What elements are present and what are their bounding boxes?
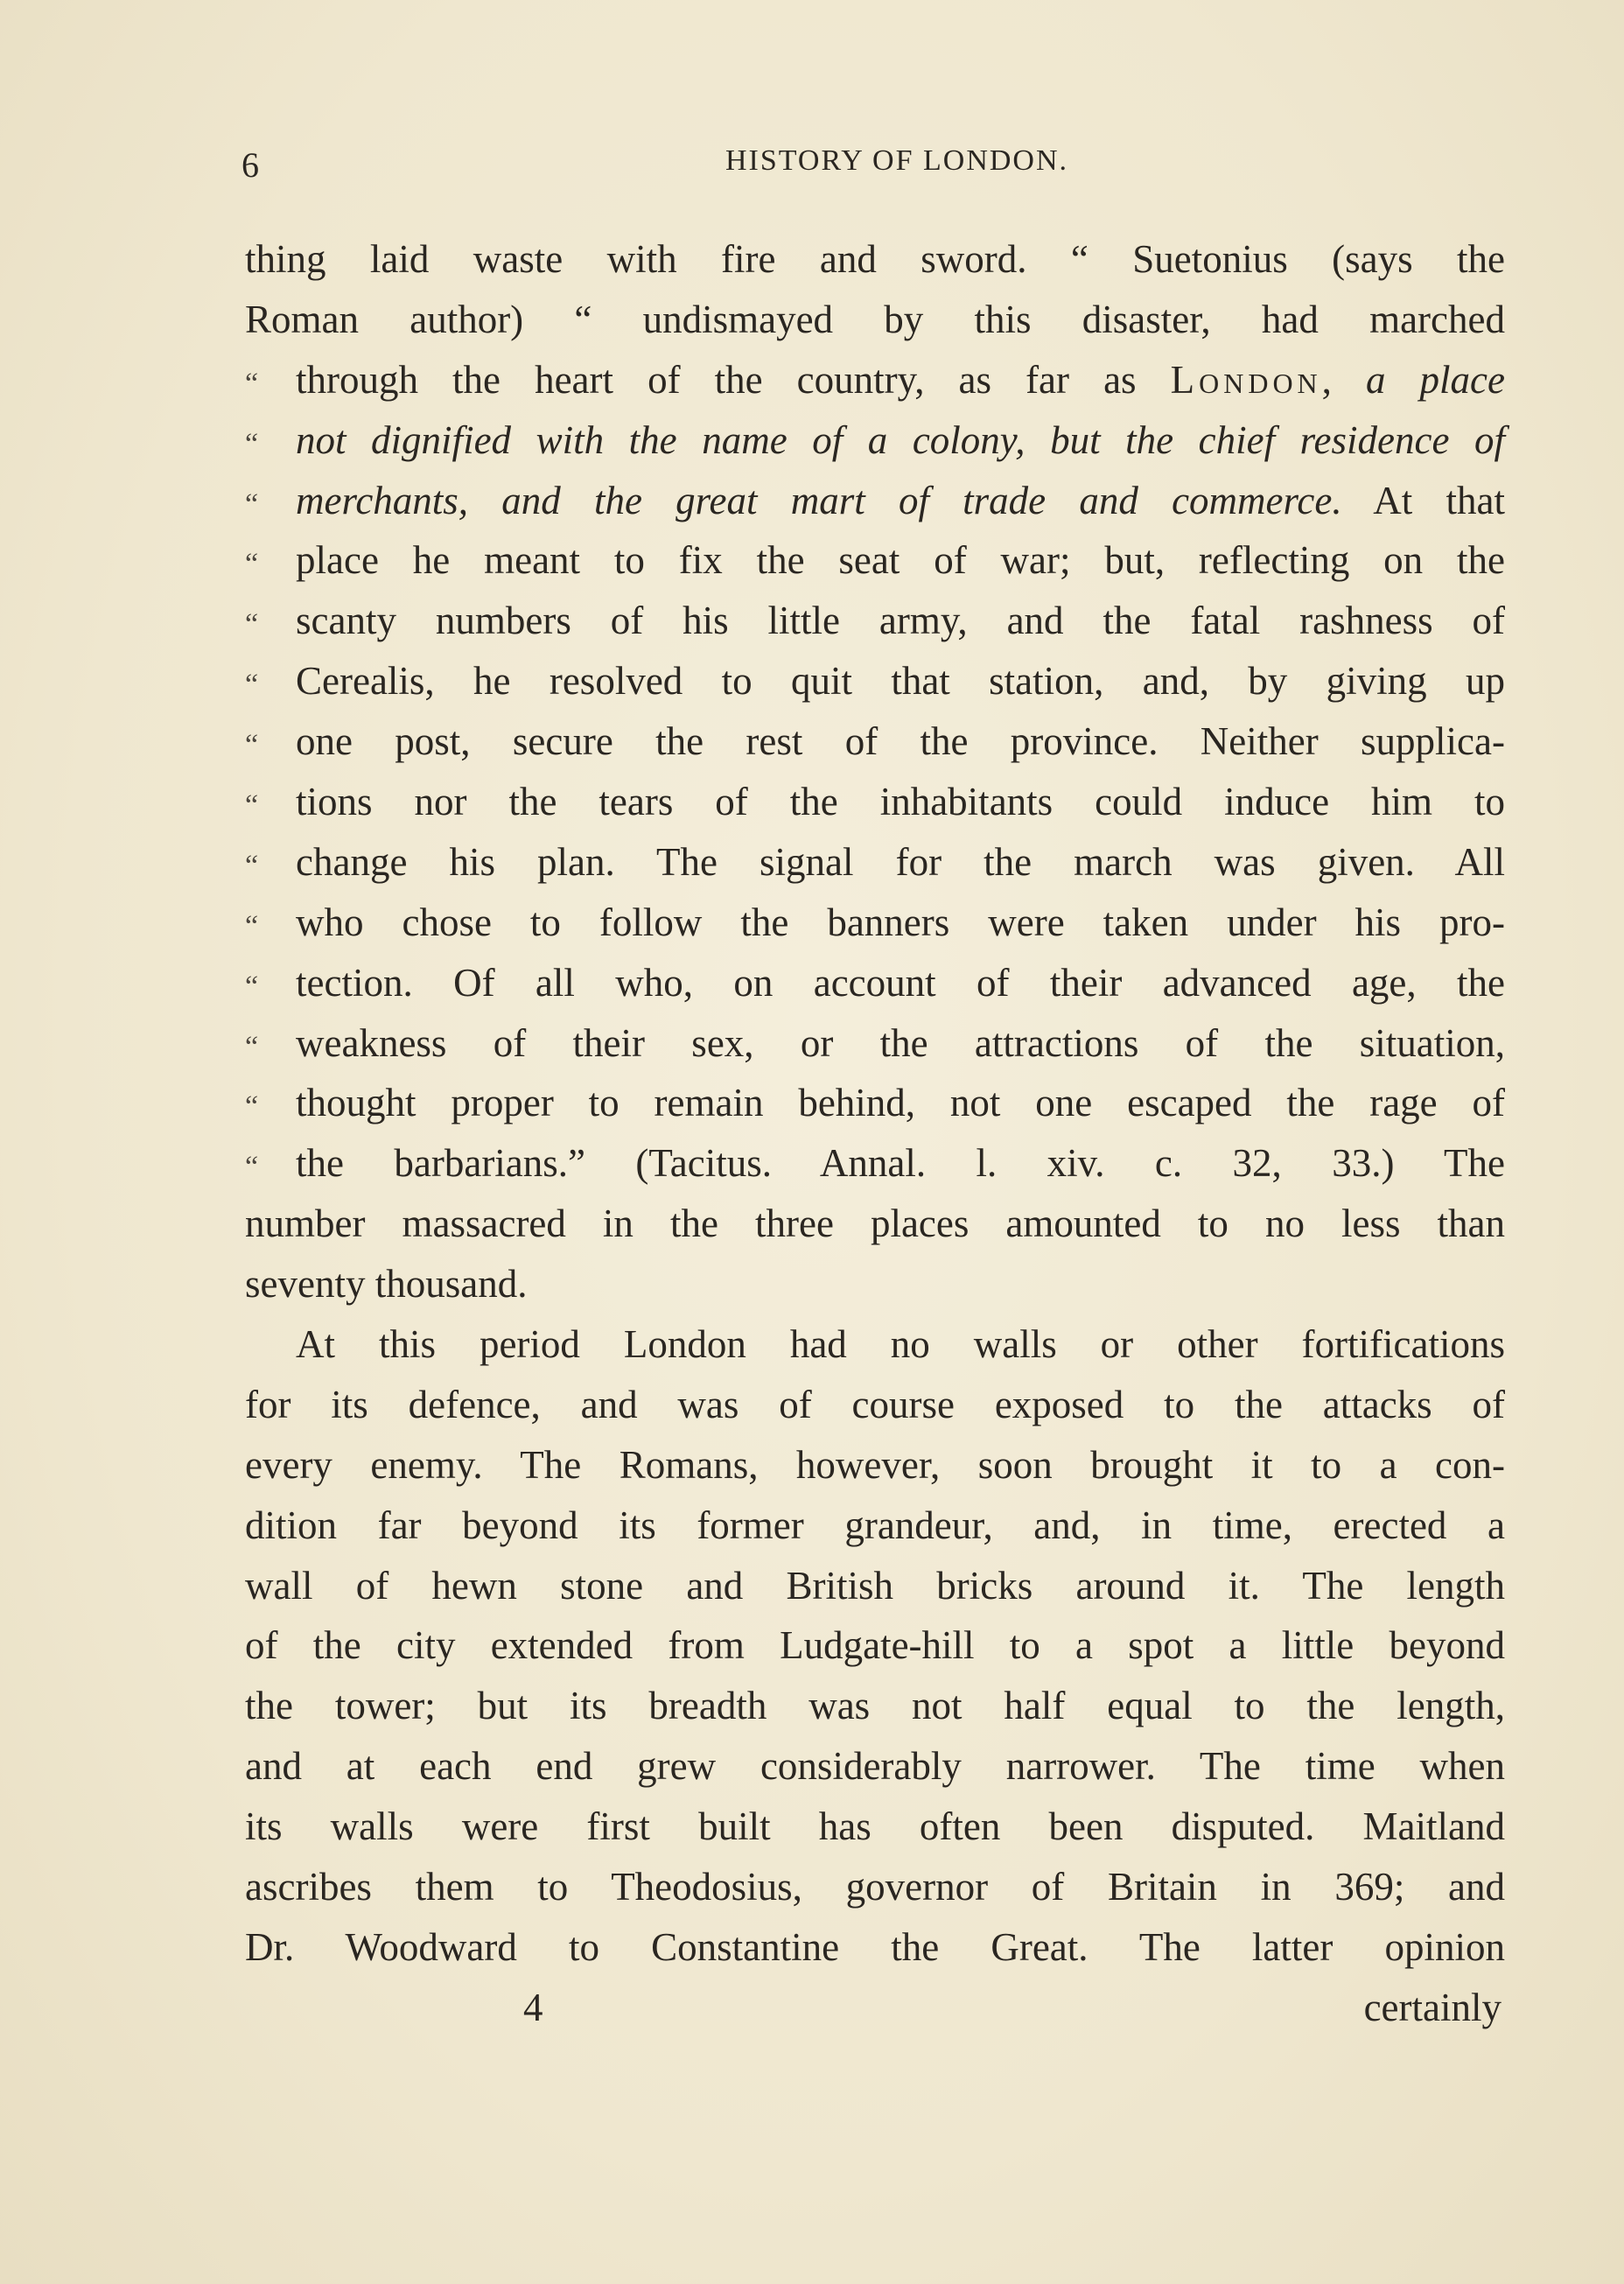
line-text: tection. Of all who, on account of their advanced age, the xyxy=(296,960,1505,1005)
line-text: who chose to follow the banners were taken under his pro- xyxy=(296,900,1505,944)
line-text: number massacred in the three places amounted to no less than xyxy=(245,1202,1505,1246)
signature-mark: 4 xyxy=(523,1986,543,2029)
quote-mark: “ xyxy=(245,909,259,942)
running-head: HISTORY OF LONDON. xyxy=(724,144,1069,177)
quote-mark: “ xyxy=(245,970,259,1003)
line-text: weakness of their sex, or the attractions of the situation, xyxy=(296,1020,1505,1065)
line-text: every enemy. The Romans, however, soon brought it to a con- xyxy=(245,1442,1505,1487)
text-line xyxy=(245,772,1505,832)
line-text: place he meant to fix the seat of war; but, reflecting on the xyxy=(296,538,1505,583)
text-line xyxy=(245,1496,1505,1556)
line-text: Roman author) “ undismayed by this disaster, had marched xyxy=(245,297,1505,341)
text-line xyxy=(245,229,1505,290)
quote-mark: “ xyxy=(245,849,259,882)
text-segment: London xyxy=(1170,357,1322,402)
page-footer xyxy=(245,1985,1505,2046)
quote-mark: “ xyxy=(245,669,259,702)
quote-mark: “ xyxy=(245,367,259,400)
quote-mark: “ xyxy=(245,608,259,641)
text-line xyxy=(245,1676,1505,1736)
catchword: certainly xyxy=(1363,1986,1502,2029)
line-text: scanty numbers of his little army, and the fatal rashness of xyxy=(296,599,1505,643)
text-segment: a place xyxy=(1365,357,1505,402)
text-line xyxy=(245,1375,1505,1435)
text-line xyxy=(245,651,1505,711)
text-line xyxy=(245,1917,1505,1978)
line-text: thought proper to remain behind, not one escaped the rage of xyxy=(296,1081,1505,1125)
line-text: one post, secure the rest of the province. Neither supplica- xyxy=(296,719,1505,764)
line-text: the tower; but its breadth was not half equal to the length, xyxy=(245,1684,1505,1728)
text-segment: through the heart of the country, as far as xyxy=(296,357,1171,402)
text-line xyxy=(245,1736,1505,1797)
text-line xyxy=(245,893,1505,953)
body-text xyxy=(245,229,1505,1978)
text-line xyxy=(245,530,1505,591)
page-header xyxy=(236,144,1522,197)
line-text: its walls were first built has often been disputed. Maitland xyxy=(245,1804,1505,1849)
text-line xyxy=(245,1615,1505,1676)
line-text: Dr. Woodward to Constantine the Great. The latter opinion xyxy=(245,1924,1505,1969)
line-text: thing laid waste with fire and sword. “ Suetonius (says the xyxy=(245,237,1505,281)
quote-mark: “ xyxy=(245,427,259,460)
quote-mark: “ xyxy=(245,729,259,762)
line-text: seventy thousand. xyxy=(245,1262,528,1307)
quote-mark: “ xyxy=(245,1090,259,1124)
text-line xyxy=(245,711,1505,772)
line-text: At this period London had no walls or other fortifications xyxy=(296,1322,1505,1367)
text-line xyxy=(245,290,1505,350)
text-line xyxy=(245,1556,1505,1616)
line-text xyxy=(296,350,1505,410)
text-line xyxy=(245,350,1505,410)
text-line xyxy=(245,410,1505,471)
text-line xyxy=(245,1435,1505,1496)
line-text: and at each end grew considerably narrower. The time when xyxy=(245,1744,1505,1789)
text-line xyxy=(245,953,1505,1013)
text-line xyxy=(245,1254,1505,1314)
page-number: 6 xyxy=(242,145,259,185)
text-line xyxy=(245,1133,1505,1194)
line-text: of the city extended from Ludgate-hill to a spot a little beyond xyxy=(245,1623,1505,1668)
text-line xyxy=(245,1194,1505,1254)
line-text: dition far beyond its former grandeur, and, in time, erected a xyxy=(245,1503,1505,1547)
line-text: change his plan. The signal for the march was given. All xyxy=(296,839,1505,884)
text-segment: At that xyxy=(1341,478,1506,522)
text-line xyxy=(245,1857,1505,1917)
line-text: the barbarians.” (Tacitus. Annal. l. xiv. c. 32, 33.) The xyxy=(296,1141,1505,1186)
line-text: tions nor the tears of the inhabitants could induce him to xyxy=(296,780,1505,824)
text-line xyxy=(245,1013,1505,1074)
line-text: not dignified with the name of a colony, but the chief residence of xyxy=(296,417,1505,462)
quote-mark: “ xyxy=(245,1030,259,1063)
line-text: for its defence, and was of course exposed to the attacks of xyxy=(245,1382,1505,1426)
text-segment: merchants, and the great mart of trade and commerce. xyxy=(296,478,1342,522)
text-line xyxy=(245,471,1505,531)
text-line xyxy=(245,1073,1505,1133)
quote-mark: “ xyxy=(245,789,259,823)
text-line xyxy=(245,1797,1505,1857)
line-text xyxy=(296,471,1505,531)
line-text: wall of hewn stone and British bricks around it. The length xyxy=(245,1563,1505,1608)
line-text: Cerealis, he resolved to quit that station, and, by giving up xyxy=(296,659,1505,704)
quote-mark: “ xyxy=(245,548,259,581)
quote-mark: “ xyxy=(245,487,259,521)
text-line xyxy=(245,1314,1505,1375)
quote-mark: “ xyxy=(245,1151,259,1184)
line-text: ascribes them to Theodosius, governor of Britain in 369; and xyxy=(245,1865,1505,1909)
text-segment: , xyxy=(1321,357,1366,402)
text-line xyxy=(245,591,1505,651)
text-line xyxy=(245,832,1505,893)
